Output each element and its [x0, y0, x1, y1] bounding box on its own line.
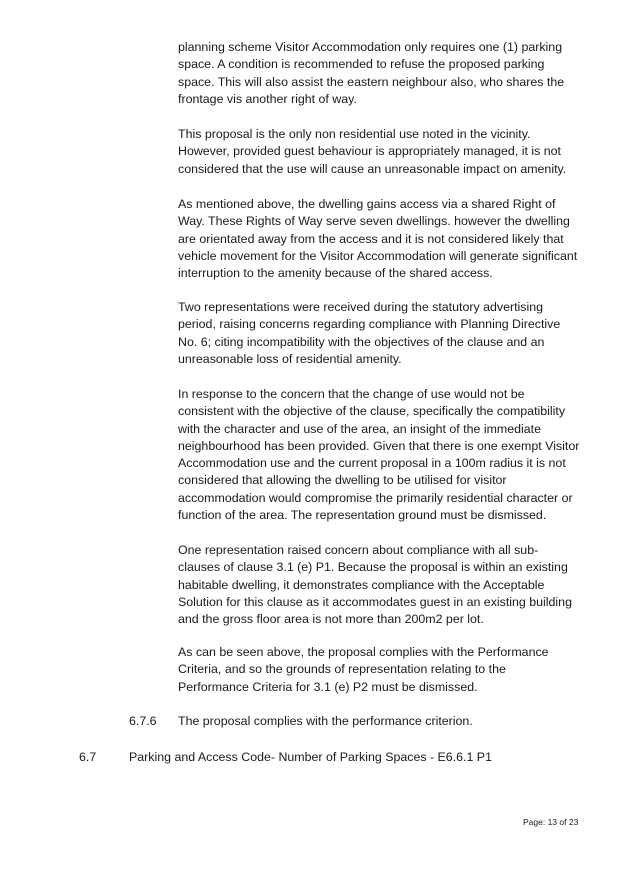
paragraph-representations: Two representations were received during the statutory advertising period, raising concerns regarding compliance with Planning Directive No. 6; citing incompatibility with the objectives of the clause and an unreasonable loss of residential amenity. — [178, 300, 561, 366]
clause-number: 6.7.6 — [129, 714, 157, 728]
paragraph-non-residential-use: This proposal is the only non residential use noted in the vicinity. However, provided guest behaviour is appropriately managed, it is not considered that the use will cause an unreasonable impact on amenity. — [178, 127, 567, 176]
section-heading-6-7 — [79, 749, 579, 767]
paragraph-performance-criteria: As can be seen above, the proposal complies with the Performance Criteria, and so the grounds of representation relating to the Performance Criteria for 3.1 (e) P2 must be dismissed. — [178, 645, 549, 694]
page-number: Page: 13 of 23 — [523, 817, 579, 827]
section-number: 6.7 — [79, 750, 97, 764]
clause-item-6-7-6 — [129, 713, 589, 731]
section-title: Parking and Access Code- Number of Parking Spaces - E6.6.1 P1 — [129, 750, 492, 764]
paragraph-sub-clauses: One representation raised concern about compliance with all sub-clauses of clause 3.1 (e) P1. Because the proposal is within an existing habitable dwelling, it demonstrates compliance with the Acceptable Solution for this clause as it accommodates guest in an existing building and the gross floor area is not more than 200m2 per lot. — [178, 543, 572, 627]
clause-text: The proposal complies with the performance criterion. — [178, 714, 473, 728]
paragraph-right-of-way: As mentioned above, the dwelling gains access via a shared Right of Way. These Rights of Way serve seven dwellings. however the dwelling are orientated away from the access and it is not considered likely that vehicle movement for the Visitor Accommodation will generate significant interruption to the amenity because of the shared access. — [178, 197, 578, 281]
paragraph-parking-space: planning scheme Visitor Accommodation only requires one (1) parking space. A condition is recommended to refuse the proposed parking space. This will also assist the eastern neighbour also, who shares the frontage vis another right of way. — [178, 40, 565, 106]
paragraph-compatibility-response: In response to the concern that the change of use would not be consistent with the objective of the clause, specifically the compatibility with the character and use of the area, an insight of the immediate neighbourhood has been provided. Given that there is one exempt Visitor Accommodation use and the current proposal in a 100m radius it is not considered that allowing the dwelling to be utilised for visitor accommodation would compromise the primarily residential character or function of the area. The representation ground must be dismissed. — [178, 387, 580, 523]
